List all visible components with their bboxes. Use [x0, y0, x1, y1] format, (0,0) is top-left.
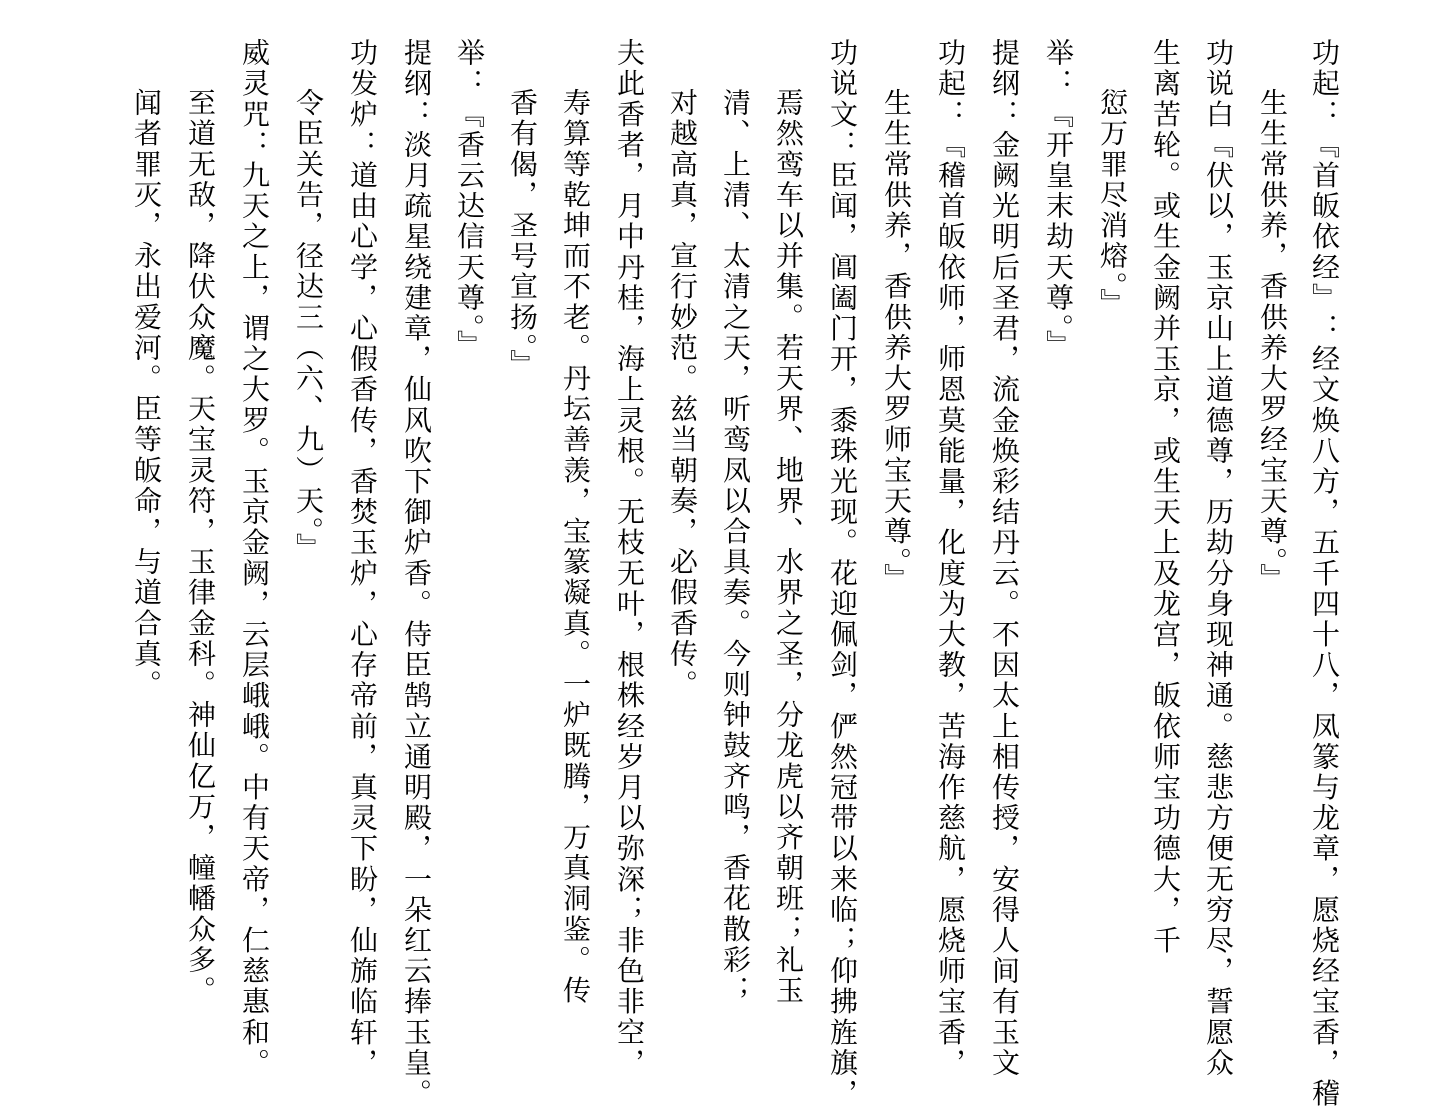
- text-column-2: 生生常供养，香供养大罗经宝天尊。』: [1256, 88, 1289, 595]
- text-column-14: 夫此香者，月中丹桂，海上灵根。无枝无叶，根株经岁月以弥深；非色非空，: [613, 38, 646, 1079]
- text-column-18: 提纲：淡月疏星绕建章，仙风吹下御炉香。侍臣鹄立通明殿，一朵红云捧玉皇。: [400, 38, 433, 1109]
- text-column-12: 清、上清、太清之天，听鸾凤以合具奏。今则钟鼓齐鸣，香花散彩；: [719, 88, 752, 1006]
- text-column-16: 香有偈，圣号宣扬。』: [506, 88, 539, 380]
- text-column-10: 功说文：臣闻，阊阖门开，黍珠光现。花迎佩剑，俨然冠带以来临；仰拂旌旗，: [826, 38, 859, 1109]
- text-column-17: 举：『香云达信天尊。』: [453, 38, 486, 361]
- text-column-21: 威灵咒：九天之上，谓之大罗。玉京金阙，云层峨峨。中有天帝，仁慈惠和。: [238, 38, 271, 1079]
- text-column-3: 功说白『伏以，玉京山上道德尊，历劫分身现神通。慈悲方便无穷尽，誓愿众: [1202, 38, 1235, 1079]
- text-column-19: 功发炉：道由心学，心假香传，香焚玉炉，心存帝前，真灵下盼，仙旆临轩，: [346, 38, 379, 1079]
- text-column-13: 对越高真，宣行妙范。兹当朝奏，必假香传。: [666, 88, 699, 700]
- text-column-4: 生离苦轮。或生金阙并玉京，或生天上及龙宫，皈依师宝功德大，千: [1149, 38, 1182, 956]
- text-column-11: 焉然鸾车以并集。若天界、地界、水界之圣，分龙虎以齐朝班；礼玉: [772, 88, 805, 1006]
- text-column-7: 提纲：金阙光明后圣君，流金焕彩结丹云。不因太上相传授，安得人间有玉文: [988, 38, 1021, 1079]
- text-column-9: 生生常供养，香供养大罗师宝天尊。』: [880, 88, 913, 595]
- text-column-1: 功起：『首皈依经』：经文焕八方，五千四十八，凤篆与龙章，愿烧经宝香，稽: [1308, 38, 1341, 1109]
- text-column-22: 至道无敌，降伏众魔。天宝灵符，玉律金科。神仙亿万，幢幡众多。: [184, 88, 217, 1006]
- text-column-23: 闻者罪灭，永出爱河。臣等皈命，与道合真。: [130, 88, 163, 700]
- text-column-5: 愆万罪尽消熔。』: [1096, 88, 1129, 319]
- text-column-6: 举：『开皇末劫天尊。』: [1042, 38, 1075, 361]
- text-column-20: 令臣关告，径达三（六、九）天。』: [292, 88, 325, 564]
- text-column-8: 功起：『稽首皈依师，师恩莫能量，化度为大教，苦海作慈航，愿烧师宝香，: [934, 38, 967, 1079]
- text-column-15: 寿算等乾坤而不老。丹坛善羡，宝篆凝真。一炉既腾，万真洞鉴。传: [559, 88, 592, 1006]
